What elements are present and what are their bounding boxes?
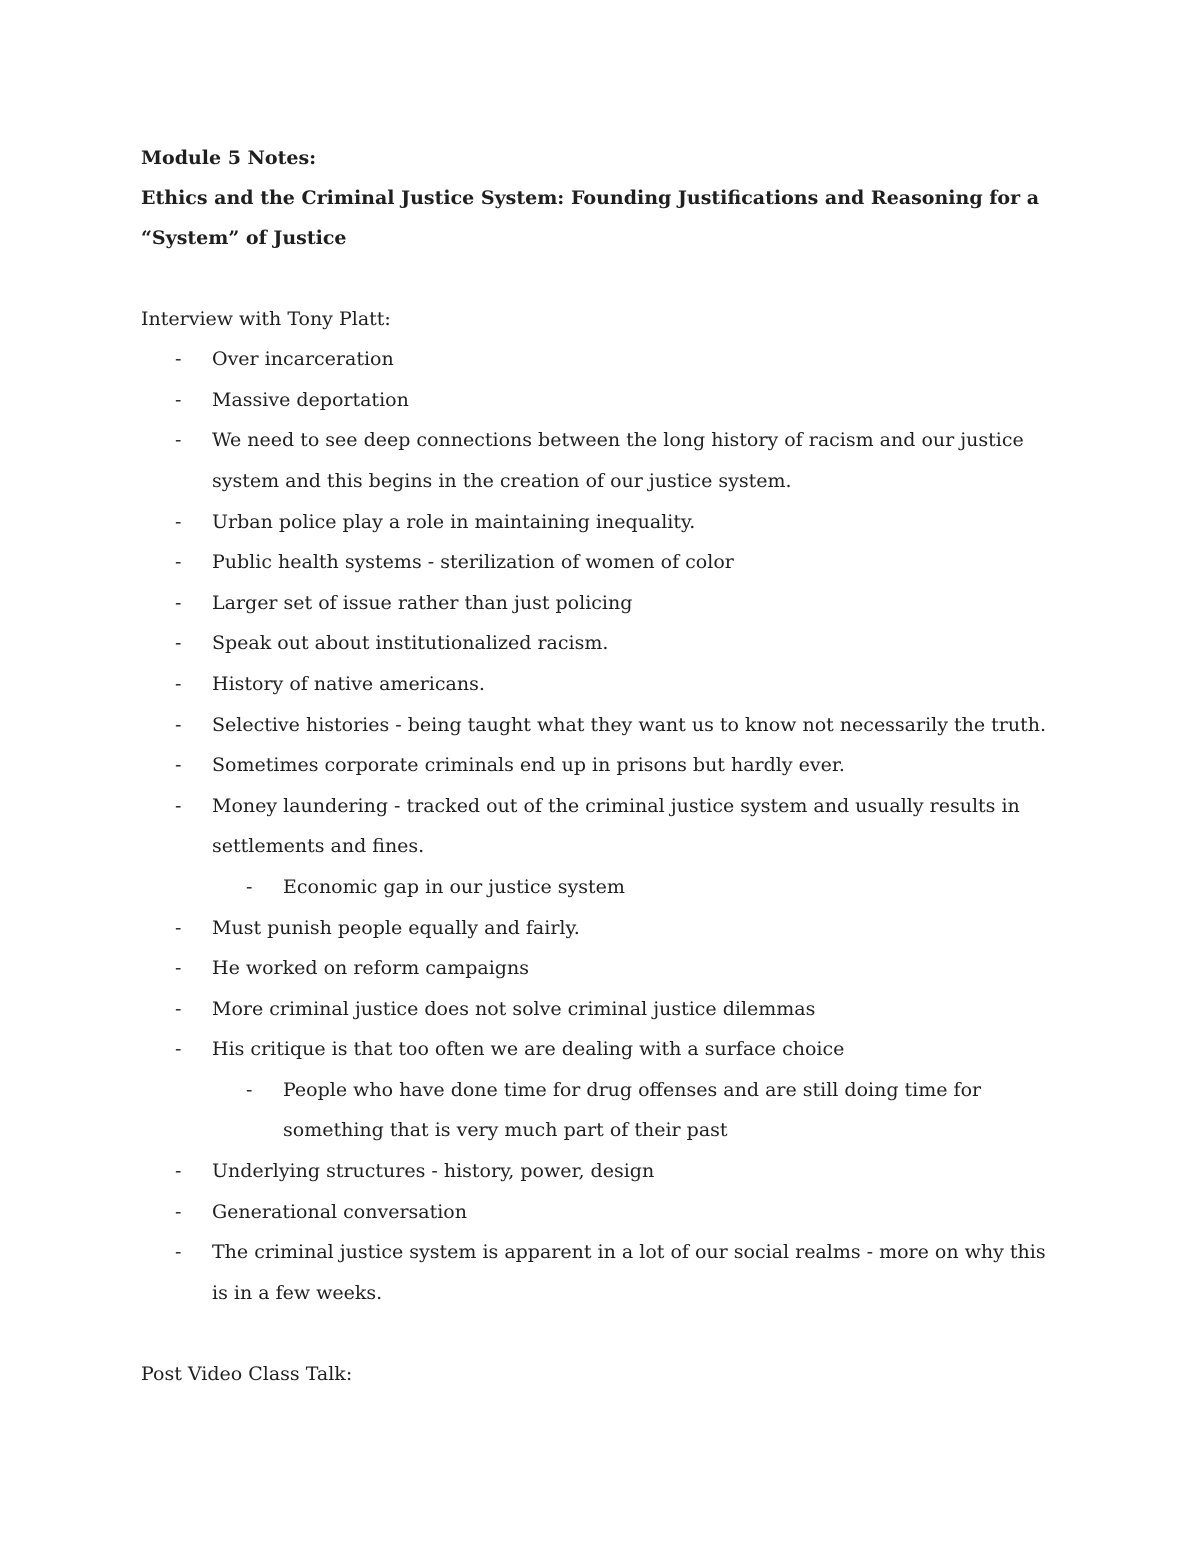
list-item-text: More criminal justice does not solve criminal justice dilemmas bbox=[212, 997, 816, 1020]
document-subtitle-line-2: “System” of Justice bbox=[141, 227, 347, 249]
spacer bbox=[141, 258, 1061, 299]
list-item bbox=[141, 745, 1061, 786]
list-item-text: His critique is that too often we are dealing with a surface choice bbox=[212, 1038, 845, 1061]
list-item bbox=[141, 502, 1061, 543]
spacer bbox=[141, 1313, 1061, 1354]
list-item bbox=[141, 623, 1061, 664]
list-item bbox=[141, 1029, 1061, 1070]
list-item-text: Sometimes corporate criminals end up in prisons but hardly ever. bbox=[212, 754, 845, 777]
list-item bbox=[141, 705, 1061, 746]
bullet-dash: - bbox=[175, 1200, 182, 1223]
bullet-dash: - bbox=[175, 551, 182, 574]
list-item bbox=[141, 664, 1061, 705]
list-item-text: Underlying structures - history, power, design bbox=[212, 1160, 655, 1183]
list-item bbox=[141, 542, 1061, 583]
bullet-dash: - bbox=[175, 1241, 182, 1264]
list-item bbox=[141, 948, 1061, 989]
list-item bbox=[141, 420, 1061, 501]
list-item-text: Must punish people equally and fairly. bbox=[212, 916, 580, 939]
list-item-text: Selective histories - being taught what they want us to know not necessarily the truth. bbox=[212, 713, 1047, 736]
bullet-dash: - bbox=[175, 632, 182, 655]
bullet-dash: - bbox=[175, 510, 182, 533]
list-item-text: Massive deportation bbox=[212, 388, 409, 411]
bullet-dash: - bbox=[175, 957, 182, 980]
list-item-text: Money laundering - tracked out of the criminal justice system and usually results in settlements and fines. bbox=[212, 794, 1020, 858]
list-item-text: Urban police play a role in maintaining inequality. bbox=[212, 510, 696, 533]
list-item bbox=[141, 380, 1061, 421]
list-item-text: We need to see deep connections between the long history of racism and our justice system and this begins in the creation of our justice system. bbox=[212, 429, 1024, 492]
list-item-text: Generational conversation bbox=[212, 1200, 467, 1223]
list-item-text: The criminal justice system is apparent in a lot of our social realms - more on why this is in a few weeks. bbox=[212, 1241, 1046, 1304]
post-video-heading: Post Video Class Talk: bbox=[141, 1363, 353, 1386]
bullet-dash: - bbox=[175, 429, 182, 452]
bullet-dash: - bbox=[175, 348, 182, 371]
list-item bbox=[141, 989, 1061, 1030]
bullet-dash: - bbox=[246, 875, 253, 898]
bullet-dash: - bbox=[175, 754, 182, 777]
list-item bbox=[141, 1151, 1061, 1192]
list-item bbox=[141, 908, 1061, 949]
list-item bbox=[141, 1232, 1061, 1313]
bullet-dash: - bbox=[175, 713, 182, 736]
bullet-dash: - bbox=[246, 1078, 253, 1101]
bullet-dash: - bbox=[175, 591, 182, 614]
bullet-dash: - bbox=[175, 997, 182, 1020]
document-subtitle-line-1: Ethics and the Criminal Justice System: Founding Justifications and Reasoning for a bbox=[141, 187, 1040, 209]
interview-notes-list bbox=[141, 339, 1061, 1313]
list-item bbox=[141, 1192, 1061, 1233]
list-item bbox=[141, 786, 1061, 867]
bullet-dash: - bbox=[175, 672, 182, 695]
list-item bbox=[141, 339, 1061, 380]
list-item-text: Economic gap in our justice system bbox=[283, 875, 625, 898]
module-title: Module 5 Notes: bbox=[141, 147, 317, 169]
bullet-dash: - bbox=[175, 1160, 182, 1183]
bullet-dash: - bbox=[175, 916, 182, 939]
bullet-dash: - bbox=[175, 794, 182, 817]
list-item bbox=[141, 583, 1061, 624]
list-item-text: Larger set of issue rather than just policing bbox=[212, 591, 633, 614]
list-item-text: Speak out about institutionalized racism. bbox=[212, 632, 609, 655]
list-item-text: History of native americans. bbox=[212, 672, 485, 695]
sub-list-item bbox=[141, 1070, 1061, 1151]
document-page bbox=[141, 138, 1061, 1395]
bullet-dash: - bbox=[175, 388, 182, 411]
list-item-text: People who have done time for drug offenses and are still doing time for something that is very much part of their past bbox=[283, 1078, 982, 1142]
interview-heading: Interview with Tony Platt: bbox=[141, 307, 391, 330]
list-item-text: Over incarceration bbox=[212, 348, 394, 371]
list-item-text: He worked on reform campaigns bbox=[212, 957, 529, 980]
list-item-text: Public health systems - sterilization of women of color bbox=[212, 551, 734, 574]
bullet-dash: - bbox=[175, 1038, 182, 1061]
sub-list-item bbox=[141, 867, 1061, 908]
